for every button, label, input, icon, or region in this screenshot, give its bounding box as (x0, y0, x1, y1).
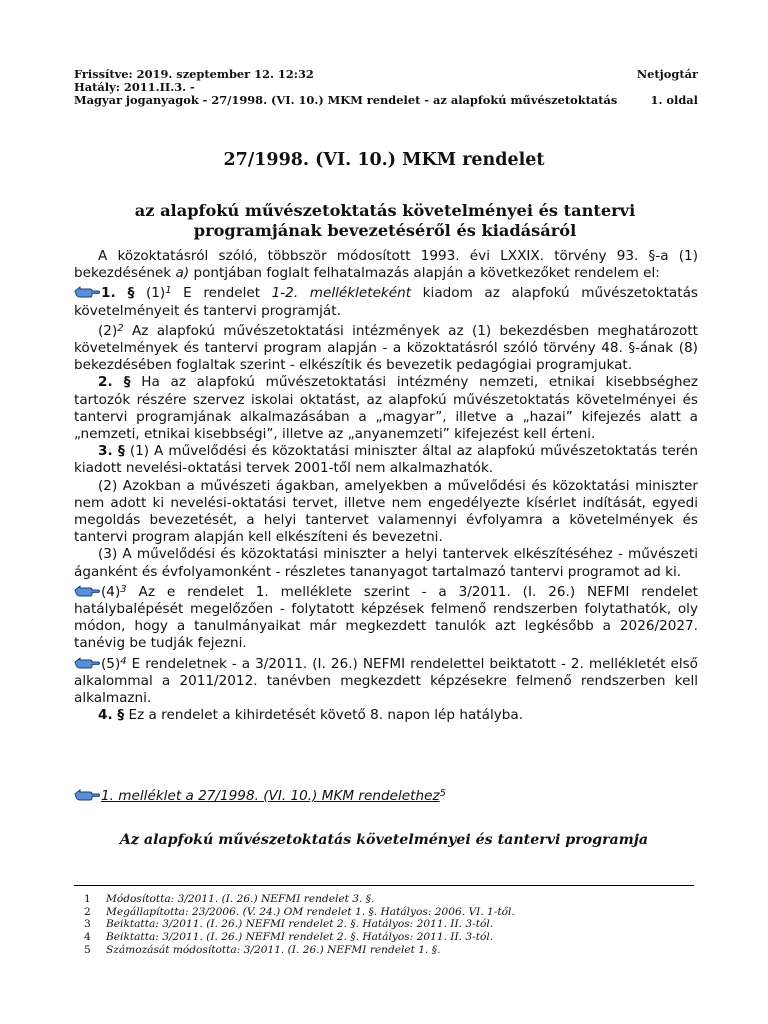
header-updated-text: Frissítve: 2019. szeptember 12. 12:32 (74, 67, 314, 81)
section-4-text: Ez a rendelet a kihirdetését követő 8. napon lép hatályba. (124, 707, 524, 724)
section-1-para: (1) (134, 285, 166, 302)
section-1-para-2 (74, 320, 698, 375)
document-subtitle: az alapfokú művészetoktatás követelményei és tantervi programjának bevezetéséről és kiadásáról (134, 201, 636, 240)
preamble (74, 248, 698, 282)
footnote-ref-2[interactable]: 2 (117, 322, 124, 334)
pointing-hand-icon[interactable] (74, 285, 100, 299)
footnote-text: Beiktatta: 3/2011. (I. 26.) NEFMI rendelet 2. §. Hatályos: 2011. II. 3-tól. (106, 931, 494, 944)
footnote-text: Beiktatta: 3/2011. (I. 26.) NEFMI rendelet 2. §. Hatályos: 2011. II. 3-tól. (106, 918, 494, 931)
section-3-para-2: (2) Azokban a művészeti ágakban, amelyekben a művelődési és közoktatási miniszter nem adott ki nevelési-oktatási tervet, illetve nem engedélyezte kísérlet indítását, egyedi megoldás bevezetését, a helyi tantervet valamennyi évfolyamra a követelmények és tantervi program alapján kell elkészíteni és bevezetni. (74, 477, 698, 546)
section-3-para-5 (74, 653, 698, 708)
footnote (84, 893, 694, 906)
footnote (84, 918, 694, 931)
document-title: 27/1998. (VI. 10.) MKM rendelet (223, 150, 545, 170)
footnote (84, 944, 694, 957)
header-doc-ref (74, 93, 698, 107)
section-2-text: Ha az alapfokú művészetoktatási intézmény nemzeti, etnikai kisebbséghez tartozók részére szervez iskolai oktatást, az alapfokú művészetoktatás követelményei és tantervi programjának alkalmazásában a „magyar”, illetve a „hazai” kifejezés alatt a „nemzeti, etnikai kisebbségi”, illetve az „anyanemzeti” kifejezést kell érteni. (74, 374, 698, 443)
header-doc-ref-text: Magyar joganyagok - 27/1998. (VI. 10.) MKM rendelet - az alapfokú művészetoktatás (74, 93, 618, 107)
header-page-number: 1. oldal (650, 93, 698, 107)
section-4 (74, 707, 698, 724)
pointing-hand-icon[interactable] (74, 656, 100, 670)
section-1 (74, 282, 698, 319)
annex-reference[interactable]: 1-2. mellékleteként (271, 285, 412, 302)
para-text: Az e rendelet 1. melléklete szerint - a 3/2011. (I. 26.) NEFMI rendelet hatálybalépését megelőzően - folytatott képzések felmenő rendszerben folytathatók, oly módon, hogy a tanulmányaikat már megkezdett tanulók azt legkésőbb a 2026/2027. tanévig be tudják fejezni. (74, 583, 698, 652)
footnote-divider (74, 885, 694, 886)
para-number: (2) (98, 322, 118, 339)
section-3-para-4 (74, 581, 698, 653)
section-1-number: 1. § (101, 285, 135, 302)
header-effect: Hatály: 2011.II.3. - (74, 80, 195, 94)
footnote (84, 931, 694, 944)
section-2 (74, 374, 698, 443)
section-3-para-1: (1) A művelődési és közoktatási miniszter által az alapfokú művészetoktatás terén kiadott nevelési-oktatási tervek 2001-től nem alkalmazhatók. (74, 443, 699, 477)
footnote-ref-4[interactable]: 4 (120, 655, 127, 667)
document-body (74, 248, 698, 724)
para-number: (5) (101, 655, 121, 672)
section-1-text-end: kiadom az alapfokú művészetoktatás követelményeit és tantervi programját. (74, 285, 699, 319)
header-updated (74, 67, 698, 81)
section-3-para-3: (3) A művelődési és közoktatási miniszter a helyi tantervek elkészítéséhez - művészeti áganként és évfolyamonként - részletes tananyagot tartalmazó tantervi programot ad ki. (74, 546, 698, 580)
annex-heading: Az alapfokú művészetoktatás követelményei és tantervi programja (119, 832, 649, 848)
footnote-ref-1[interactable]: 1 (165, 285, 172, 297)
annex-1-link[interactable]: 1. melléklet a 27/1998. (VI. 10.) MKM rendelethez (101, 788, 440, 804)
section-4-number: 4. § (98, 707, 125, 724)
footnote-number: 1 (84, 893, 91, 905)
footnote-text: Módosította: 3/2011. (I. 26.) NEFMI rendelet 3. §. (106, 893, 375, 905)
section-2-number: 2. § (98, 374, 131, 391)
annex-link-row (74, 788, 446, 804)
footnote-ref-3[interactable]: 3 (120, 583, 127, 595)
preamble-point: a) (175, 265, 190, 282)
section-1-text: E rendelet (171, 285, 272, 302)
footnote (84, 906, 694, 919)
preamble-text: A közoktatásról szóló, többször módosított 1993. évi LXXIX. törvény 93. §-a (1) bekezdésének (74, 248, 698, 282)
footnote-number: 3 (84, 918, 91, 931)
para-text: Az alapfokú művészetoktatási intézmények az (1) bekezdésben meghatározott követelmények és tantervi program alapján - a közoktatásról szóló törvény 48. §-ának (8) bekezdésében foglaltak szerint - elkészítik és bevezetik pedagógiai programjukat. (74, 322, 698, 374)
footnote-number: 4 (84, 931, 91, 944)
section-3 (74, 443, 698, 477)
section-3-number: 3. § (98, 443, 125, 460)
footnote-number: 5 (84, 943, 91, 956)
footnote-ref-5[interactable]: 5 (439, 788, 446, 799)
pointing-hand-icon[interactable] (74, 584, 100, 598)
footnote-text: Megállapította: 23/2006. (V. 24.) OM rendelet 1. §. Hatályos: 2006. VI. 1-től. (106, 905, 515, 918)
para-number: (4) (101, 583, 121, 600)
footnote-number: 2 (84, 905, 91, 918)
preamble-text-end: pontjában foglalt felhatalmazás alapján a következőket rendelem el: (189, 265, 660, 282)
pointing-hand-icon[interactable] (74, 788, 100, 802)
footnote-text: Számozását módosította: 3/2011. (I. 26.) NEFMI rendelet 1. §. (106, 943, 441, 956)
para-text: E rendeletnek - a 3/2011. (I. 26.) NEFMI rendelettel beiktatott - 2. mellékletét első alkalommal a 2011/2012. tanévben megkezdett képzésekre felmenő rendszerben kell alkalmazni. (74, 655, 698, 707)
header-source: Netjogtár (636, 67, 698, 81)
